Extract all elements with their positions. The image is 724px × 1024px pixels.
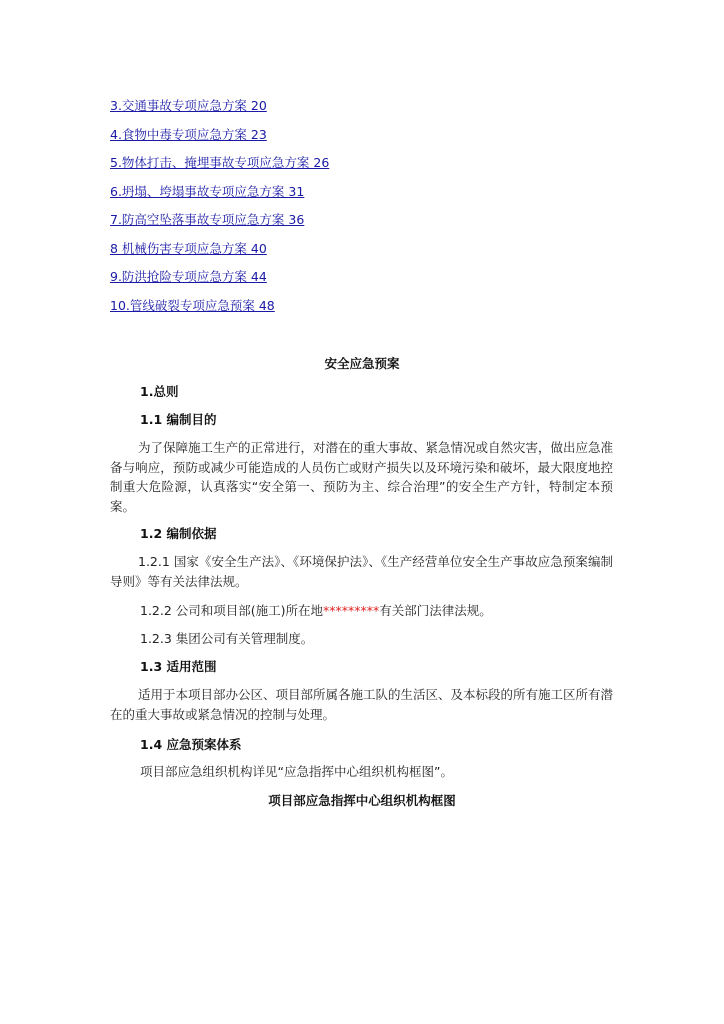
- toc-link-object-strike[interactable]: 5.物体打击、掩埋事故专项应急方案 26: [110, 155, 330, 170]
- document-title: 安全应急预案: [324, 356, 400, 371]
- toc-link-mechanical-injury[interactable]: 8 机械伤害专项应急方案 40: [110, 240, 267, 256]
- section-1-heading: 1.总则: [140, 384, 179, 399]
- toc-link-fall-from-height[interactable]: 7.防高空坠落事故专项应急方案 36: [110, 212, 305, 227]
- section-1-2-2-text: [140, 602, 492, 620]
- toc-link-collapse[interactable]: 6.坍塌、垮塌事故专项应急方案 31: [110, 183, 305, 199]
- toc-link-pipeline-rupture[interactable]: 10.管线破裂专项应急预案 48: [110, 297, 275, 313]
- section-1-2-2-prefix: 1.2.2 公司和项目部(施工)所在地: [140, 603, 324, 618]
- toc-link-food-poisoning[interactable]: 4.食物中毒专项应急方案 23: [110, 126, 267, 142]
- section-1-4-body: 项目部应急组织机构详见“应急指挥中心组织机构框图”。: [140, 764, 453, 779]
- section-1-2-3-text: 1.2.3 集团公司有关管理制度。: [140, 631, 314, 646]
- section-1-2-heading: 1.2 编制依据: [140, 526, 217, 541]
- toc-link-traffic-accident[interactable]: 3.交通事故专项应急方案 20: [110, 98, 267, 113]
- section-1-2-2-suffix: 有关部门法律法规。: [379, 603, 492, 618]
- redacted-location: *********: [323, 603, 380, 618]
- toc-link-flood-control[interactable]: 9.防洪抢险专项应急方案 44: [110, 269, 267, 284]
- section-1-2-1-text: 1.2.1 国家《安全生产法》、《环境保护法》、《生产经营单位安全生产事故应急预案编制导则》等有关法律法规。: [110, 554, 613, 589]
- section-1-3-heading: 1.3 适用范围: [140, 659, 217, 674]
- table-of-contents: [110, 96, 610, 324]
- section-1-1-body: 为了保障施工生产的正常进行，对潜在的重大事故、紧急情况或自然灾害，做出应急准备与响应，预防或减少可能造成的人员伤亡或财产损失以及环境污染和破坏，最大限度地控制重大危险源，认真落实“安全第一、预防为主、综合治理”的安全生产方针，特制定本预案。: [110, 440, 614, 514]
- section-1-1-heading: 1.1 编制目的: [140, 412, 217, 427]
- section-1-4-heading: 1.4 应急预案体系: [140, 737, 242, 752]
- section-1-3-body: 适用于本项目部办公区、项目部所属各施工队的生活区、及本标段的所有施工区所有潜在的重大事故或紧急情况的控制与处理。: [110, 687, 614, 722]
- figure-title: 项目部应急指挥中心组织机构框图: [268, 793, 456, 808]
